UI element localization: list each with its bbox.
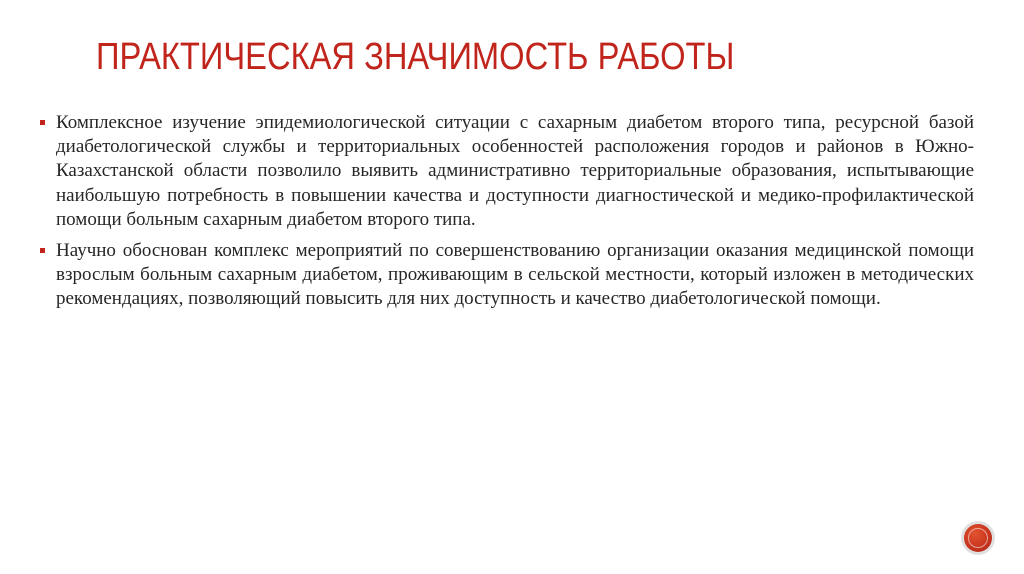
circle-ring (968, 528, 988, 548)
slide-title: ПРАКТИЧЕСКАЯ ЗНАЧИМОСТЬ РАБОТЫ (96, 36, 735, 78)
square-bullet-icon (40, 248, 45, 253)
square-bullet-icon (40, 120, 45, 125)
bullet-text: Комплексное изучение эпидемиологической ситуации с сахарным диабетом второго типа, ресурсной базой диабетологической службы и территориальных особенностей расположения городов и районов в Южно-Казахстанской области позволило выявить административно территориальные образования, испытывающие наибольшую потребность в повышении качества и доступности диагностической и медико-профилактической помощи больным сахарным диабетом второго типа. (56, 112, 974, 230)
list-item (40, 111, 974, 232)
list-item (40, 239, 974, 312)
circle-decoration-icon (961, 521, 995, 555)
bullet-list (40, 111, 974, 319)
bullet-text: Научно обоснован комплекс мероприятий по совершенствованию организации оказания медицинской помощи взрослым больным сахарным диабетом, проживающим в сельской местности, который изложен в методических рекомендациях, позволяющий повысить для них доступность и качество диабетологической помощи. (56, 240, 974, 310)
